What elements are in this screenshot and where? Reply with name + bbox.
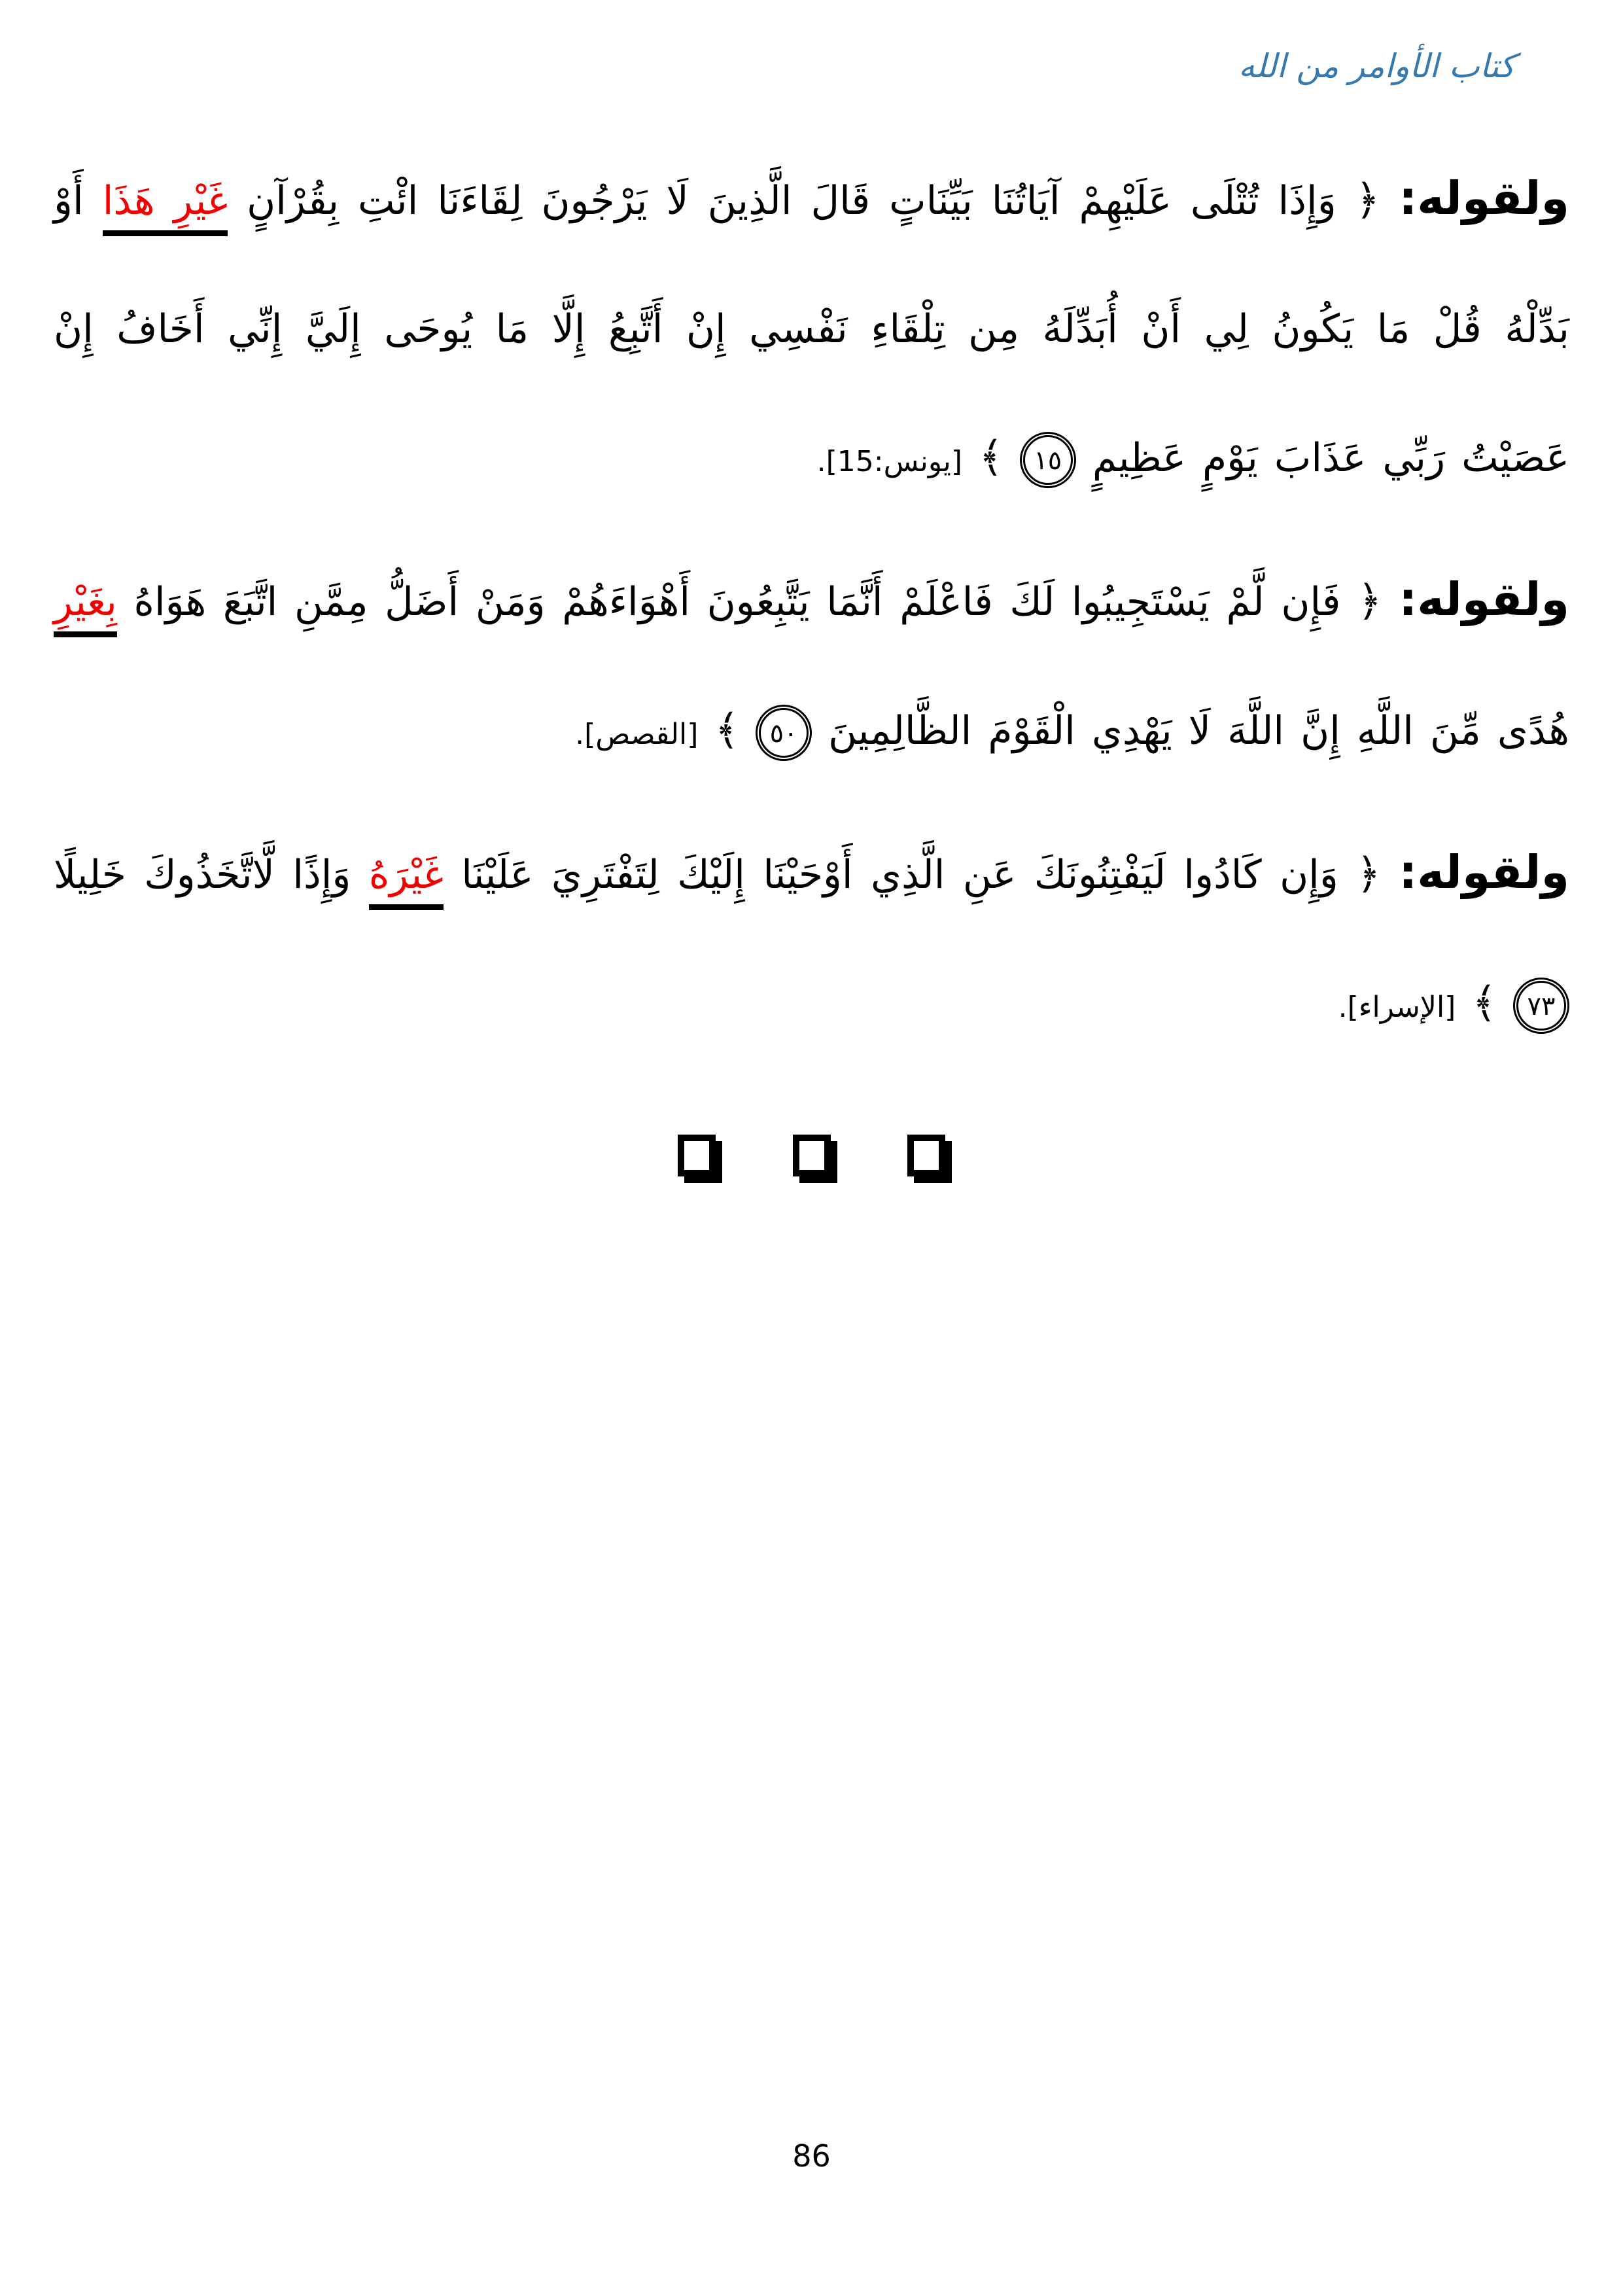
page-header	[1238, 47, 1515, 85]
quran-open-bracket: ﴿	[1356, 850, 1381, 898]
shadowed-square-icon	[907, 1135, 945, 1176]
ayah-number-ornament: ٥٠	[756, 705, 812, 761]
verse-text-after-highlight: هُدًى مِّنَ اللَّهِ إِنَّ اللَّهَ لَا يَهْدِي الْقَوْمَ الظَّالِمِينَ	[828, 708, 1569, 754]
shadowed-square-icon	[793, 1135, 831, 1176]
verse-reference: [القصص].	[575, 718, 699, 751]
paragraph-lead: ولقوله:	[1399, 573, 1569, 626]
verse-text-before-highlight: وَإِن كَادُوا لَيَفْتِنُونَكَ عَنِ الَّذِي أَوْحَيْنَا إِلَيْكَ لِتَفْتَرِيَ عَلَيْنَا	[461, 852, 1338, 898]
main-content	[54, 134, 1569, 1179]
verse-text-before-highlight: فَإِن لَّمْ يَسْتَجِيبُوا لَكَ فَاعْلَمْ أَنَّمَا يَتَّبِعُونَ أَهْوَاءَهُمْ وَمَنْ أَضَلُّ مِمَّنِ اتَّبَعَ هَوَاهُ	[133, 579, 1341, 625]
highlighted-word: غَيْرِ هَذَا	[103, 178, 228, 236]
paragraph-lead: ولقوله:	[1399, 171, 1570, 225]
highlighted-word: بِغَيْرِ	[54, 579, 117, 637]
highlighted-word: غَيْرَهُ	[369, 852, 444, 910]
verse-text-after-highlight: وَإِذًا لَّاتَّخَذُوكَ خَلِيلًا	[54, 852, 351, 898]
book-title-calligraphy: كتاب الأوامر من الله	[1238, 47, 1515, 85]
verse-reference: [يونس:15].	[816, 445, 963, 478]
ayah-number-ornament: ١٥	[1020, 432, 1076, 488]
section-separator	[54, 1135, 1569, 1179]
verse-paragraph-2	[54, 535, 1569, 799]
quran-close-bracket: ﴾	[1472, 979, 1497, 1027]
quran-open-bracket: ﴿	[1357, 577, 1382, 626]
verse-text-before-highlight: وَإِذَا تُتْلَى عَلَيْهِمْ آيَاتُنَا بَيِّنَاتٍ قَالَ الَّذِينَ لَا يَرْجُونَ لِقَاءَنَا ائْتِ بِقُرْآنٍ	[247, 178, 1336, 224]
paragraph-lead: ولقوله:	[1399, 845, 1569, 899]
verse-paragraph-3	[54, 808, 1569, 1072]
quran-close-bracket: ﴾	[979, 433, 1003, 482]
page-number: 86	[792, 2138, 831, 2174]
verse-paragraph-1	[54, 134, 1569, 526]
shadowed-square-icon	[678, 1135, 716, 1176]
verse-reference: [الإسراء].	[1338, 991, 1456, 1024]
verse-text-after-highlight: أَوْ بَدِّلْهُ قُلْ مَا يَكُونُ لِي أَنْ أُبَدِّلَهُ مِن تِلْقَاءِ نَفْسِي إِنْ أَتَّبِعُ إِلَّا مَا يُوحَى إِلَيَّ إِنِّي أَخَافُ إِنْ عَصَيْتُ رَبِّي عَذَابَ يَوْمٍ عَظِيمٍ	[54, 178, 1569, 481]
ayah-number-ornament: ٧٣	[1513, 978, 1569, 1034]
quran-close-bracket: ﴾	[714, 706, 739, 754]
page-footer	[0, 2138, 1623, 2174]
quran-open-bracket: ﴿	[1355, 176, 1380, 224]
